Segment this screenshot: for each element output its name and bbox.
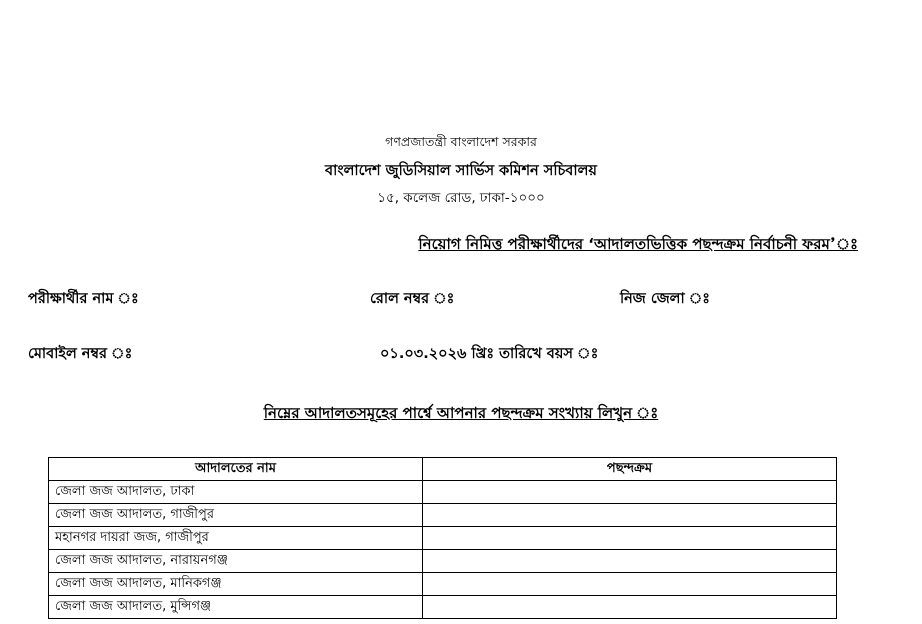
table-row [49,550,837,573]
mobile-number-label: মোবাইল নম্বর ঃ [28,346,133,362]
table-header-row [49,458,837,481]
instruction-text: নিম্নের আদালতসমূহের পার্শ্বে আপনার পছন্দক্রম সংখ্যায় লিখুন ঃ [263,404,659,422]
court-name-cell: জেলা জজ আদালত, গাজীপুর [49,504,423,527]
court-preference-table [48,457,837,619]
table-row [49,596,837,619]
court-name-header: আদালতের নাম [49,458,423,481]
office-address: ১৫, কলেজ রোড, ঢাকা-১০০০ [377,190,545,206]
table-row [49,527,837,550]
commission-name: বাংলাদেশ জুডিসিয়াল সার্ভিস কমিশন সচিবালয় [325,163,597,179]
court-name-cell: মহানগর দায়রা জজ, গাজীপুর [49,527,423,550]
preference-cell[interactable] [423,481,837,504]
court-name-cell: জেলা জজ আদালত, মানিকগঞ্জ [49,573,423,596]
preference-cell[interactable] [423,596,837,619]
table-row [49,573,837,596]
preference-header: পছন্দক্রম [423,458,837,481]
court-name-cell: জেলা জজ আদালত, নারায়নগঞ্জ [49,550,423,573]
roll-number-label: রোল নম্বর ঃ [370,291,455,307]
court-name-cell: জেলা জজ আদালত, মুন্সিগঞ্জ [49,596,423,619]
preference-cell[interactable] [423,527,837,550]
preference-cell[interactable] [423,573,837,596]
candidate-name-label: পরীক্ষার্থীর নাম ঃ [28,291,139,307]
table-row [49,481,837,504]
table-row [49,504,837,527]
government-name: গণপ্রজাতন্ত্রী বাংলাদেশ সরকার [385,134,537,149]
preference-cell[interactable] [423,504,837,527]
preference-cell[interactable] [423,550,837,573]
form-title: নিয়োগ নিমিত্ত পরীক্ষার্থীদের ‘আদালতভিত্তিক পছন্দক্রম নির্বাচনী ফরম’ঃ [418,235,858,253]
court-name-cell: জেলা জজ আদালত, ঢাকা [49,481,423,504]
age-label: ০১.০৩.২০২৬ খ্রিঃ তারিখে বয়স ঃ [380,346,599,362]
home-district-label: নিজ জেলা ঃ [620,291,711,307]
